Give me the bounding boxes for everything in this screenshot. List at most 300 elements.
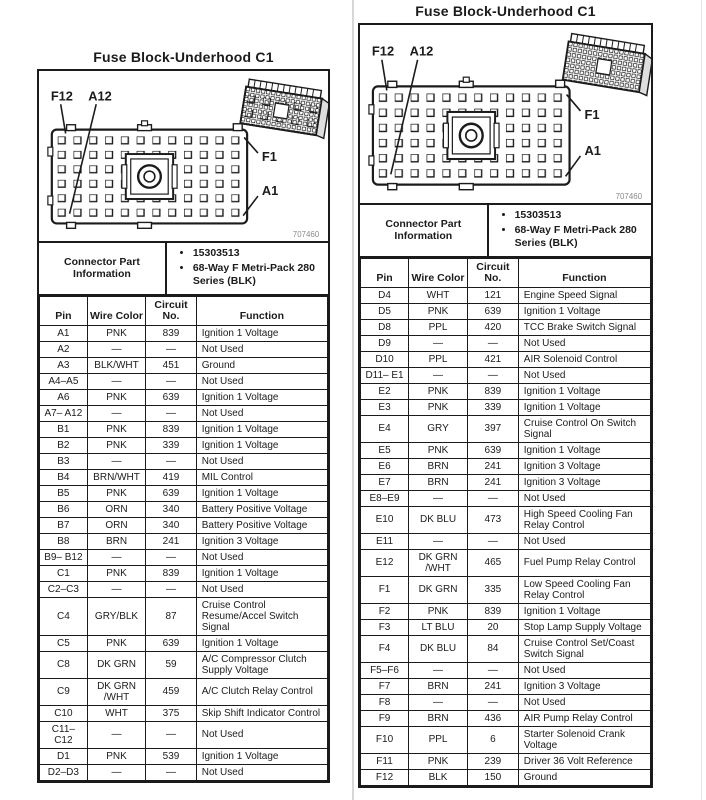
pin-cell: C10 [40,705,88,721]
function-cell: Stop Lamp Supply Voltage [518,619,650,635]
circuit-no-cell: 59 [146,651,196,678]
wire-color-cell: PNK [87,485,146,501]
table-row [40,581,328,597]
pinout-table [39,296,328,781]
pin-cell: A4–A5 [40,373,88,389]
function-cell: Cruise Control Resume/Accel Switch Signal [196,597,327,635]
figure-number: 707460 [292,230,320,240]
pin-label-a12: A12 [409,43,434,59]
function-cell: Ignition 1 Voltage [196,421,327,437]
pin-cell: C2–C3 [40,581,88,597]
connector-diagram [360,25,651,205]
table-row [361,726,651,753]
function-cell: Battery Positive Voltage [196,501,327,517]
circuit-no-cell: 839 [468,383,519,399]
pin-cell: B1 [40,421,88,437]
wire-color-cell: BRN [409,474,468,490]
wire-color-cell: — [87,453,146,469]
wire-color-cell: — [87,581,146,597]
function-cell: Not Used [196,764,327,780]
function-cell: Ignition 3 Voltage [518,458,650,474]
table-row [361,303,651,319]
pin-cell: F12 [361,769,409,785]
circuit-no-cell: 473 [468,506,519,533]
table-row [40,341,328,357]
circuit-no-cell: 20 [468,619,519,635]
function-cell: Driver 36 Volt Reference [518,753,650,769]
wire-color-cell: — [409,367,468,383]
wire-color-cell: BRN [87,533,146,549]
wire-color-cell: PNK [409,383,468,399]
pin-cell: C4 [40,597,88,635]
wire-color-cell: WHT [409,287,468,303]
table-row [40,421,328,437]
table-row [361,415,651,442]
panel-frame [37,69,330,783]
table-row [361,533,651,549]
function-cell: TCC Brake Switch Signal [518,319,650,335]
circuit-no-cell: 84 [468,635,519,662]
wire-color-cell: PPL [409,726,468,753]
table-row [40,469,328,485]
pin-cell: D5 [361,303,409,319]
table-row [40,721,328,748]
table-row [40,389,328,405]
circuit-no-cell: 639 [146,389,196,405]
wire-color-cell: — [87,764,146,780]
pin-cell: C11– C12 [40,721,88,748]
pin-cell: F10 [361,726,409,753]
pin-cell: B2 [40,437,88,453]
table-row [361,603,651,619]
table-row [361,458,651,474]
function-cell: MIL Control [196,469,327,485]
wire-color-cell: ORN [87,517,146,533]
pinout-table [360,258,651,786]
pin-cell: B7 [40,517,88,533]
circuit-no-cell: 839 [146,421,196,437]
function-cell: Ignition 1 Voltage [196,437,327,453]
circuit-no-cell: 839 [146,325,196,341]
pin-cell: F8 [361,694,409,710]
circuit-no-header: Circuit No. [468,258,519,287]
function-cell: Engine Speed Signal [518,287,650,303]
function-cell: Ground [196,357,327,373]
circuit-no-cell: 436 [468,710,519,726]
pin-cell: A2 [40,341,88,357]
connector-type: • 68-Way F Metri-Pack 280 Series (BLK) [515,224,651,251]
circuit-no-cell: 639 [146,635,196,651]
center-latch [443,112,499,159]
circuit-no-cell: 639 [468,442,519,458]
left-pinout-panel [37,46,330,783]
wire-color-cell: — [87,341,146,357]
function-cell: Ignition 1 Voltage [196,485,327,501]
wire-color-cell: — [409,490,468,506]
function-cell: Skip Shift Indicator Control [196,705,327,721]
connector-part-info-items [167,247,328,290]
circuit-no-cell: 241 [468,678,519,694]
wire-color-cell: PNK [87,635,146,651]
wire-color-cell: — [87,405,146,421]
pin-cell: D9 [361,335,409,351]
pin-cell: F9 [361,710,409,726]
circuit-no-cell: — [468,367,519,383]
wire-color-cell: PNK [409,399,468,415]
function-cell: Cruise Control On Switch Signal [518,415,650,442]
pin-cell: A3 [40,357,88,373]
wire-color-cell: DK GRN [409,576,468,603]
circuit-no-header: Circuit No. [146,296,196,325]
circuit-no-cell: — [146,764,196,780]
table-row [361,549,651,576]
circuit-no-cell: 150 [468,769,519,785]
connector-part-info-items [489,209,651,252]
wire-color-cell: LT BLU [409,619,468,635]
circuit-no-cell: — [146,405,196,421]
page-title: Fuse Block-Underhood C1 [415,3,596,19]
pin-cell: A1 [40,325,88,341]
circuit-no-cell: 239 [468,753,519,769]
pin-label-f12: F12 [50,88,73,104]
function-cell: Not Used [196,549,327,565]
wire-color-cell: BRN [409,710,468,726]
function-header: Function [196,296,327,325]
function-cell: Ignition 1 Voltage [518,442,650,458]
wire-color-cell: ORN [87,501,146,517]
pin-cell: E4 [361,415,409,442]
function-cell: Ignition 3 Voltage [518,474,650,490]
wire-color-cell: — [87,549,146,565]
pin-header: Pin [361,258,409,287]
pin-cell: B3 [40,453,88,469]
wire-color-cell: — [87,373,146,389]
connector-part-info [39,243,328,296]
circuit-no-cell: 639 [468,303,519,319]
table-row [361,383,651,399]
circuit-no-cell: 340 [146,517,196,533]
table-row [361,335,651,351]
pin-label-a1: A1 [584,142,601,158]
header-row [361,258,651,287]
function-cell: Low Speed Cooling Fan Relay Control [518,576,650,603]
pin-cell: E2 [361,383,409,399]
table-row [361,319,651,335]
right-pinout-panel [358,0,653,788]
pin-cell: E12 [361,549,409,576]
wire-color-cell: BRN [409,458,468,474]
part-number: • 15303513 [193,247,328,261]
circuit-no-cell: — [146,453,196,469]
function-cell: Ignition 1 Voltage [518,603,650,619]
circuit-no-cell: 420 [468,319,519,335]
pin-cell: F1 [361,576,409,603]
table-row [361,769,651,785]
table-row [40,651,328,678]
function-cell: Not Used [196,453,327,469]
circuit-no-cell: — [146,341,196,357]
wire-color-cell: PNK [87,748,146,764]
pin-label-a12: A12 [88,88,112,104]
connector-drawing [39,71,328,241]
pin-label-f1: F1 [261,148,277,164]
pin-cell: E5 [361,442,409,458]
table-row [40,357,328,373]
wire-color-cell: PNK [409,442,468,458]
circuit-no-cell: — [146,581,196,597]
circuit-no-cell: — [146,549,196,565]
function-cell: Not Used [196,721,327,748]
wire-color-cell: DK BLU [409,506,468,533]
pin-cell: D8 [361,319,409,335]
pin-cell: C5 [40,635,88,651]
function-cell: Not Used [518,367,650,383]
table-row [40,597,328,635]
table-row [361,694,651,710]
function-cell: AIR Pump Relay Control [518,710,650,726]
circuit-no-cell: 839 [146,565,196,581]
function-cell: Fuel Pump Relay Control [518,549,650,576]
circuit-no-cell: — [468,694,519,710]
circuit-no-cell: 375 [146,705,196,721]
page-edge-line [701,0,702,800]
function-cell: AIR Solenoid Control [518,351,650,367]
pin-cell: D4 [361,287,409,303]
pin-cell: D2–D3 [40,764,88,780]
table-row [40,678,328,705]
iso-connector-view [240,79,328,138]
pin-cell: E8–E9 [361,490,409,506]
circuit-no-cell: — [146,373,196,389]
table-row [40,453,328,469]
connector-part-info [360,205,651,258]
pin-cell: E11 [361,533,409,549]
circuit-no-cell: 459 [146,678,196,705]
wire-color-header: Wire Color [409,258,468,287]
wire-color-header: Wire Color [87,296,146,325]
wire-color-cell: — [87,721,146,748]
table-row [361,662,651,678]
circuit-no-cell: 241 [468,474,519,490]
pin-cell: B8 [40,533,88,549]
function-cell: Not Used [196,373,327,389]
circuit-no-cell: 419 [146,469,196,485]
wire-color-cell: BLK/WHT [87,357,146,373]
pin-header: Pin [40,296,88,325]
pin-cell: A6 [40,389,88,405]
pin-cell: E6 [361,458,409,474]
circuit-no-cell: 6 [468,726,519,753]
table-row [361,474,651,490]
function-cell: Not Used [518,533,650,549]
pin-cell: A7– A12 [40,405,88,421]
wire-color-cell: GRY/BLK [87,597,146,635]
function-cell: Not Used [518,694,650,710]
table-row [361,490,651,506]
table-row [361,710,651,726]
circuit-no-cell: — [468,335,519,351]
circuit-no-cell: 451 [146,357,196,373]
table-row [361,287,651,303]
pin-cell: D10 [361,351,409,367]
pin-cell: B6 [40,501,88,517]
connector-part-info-heading: Connector Part Information [39,243,167,294]
pin-cell: F3 [361,619,409,635]
pin-cell: B5 [40,485,88,501]
function-cell: Ignition 1 Voltage [196,325,327,341]
circuit-no-cell: 87 [146,597,196,635]
function-cell: Ignition 1 Voltage [196,389,327,405]
pin-cell: E10 [361,506,409,533]
table-row [361,635,651,662]
circuit-no-cell: 340 [146,501,196,517]
function-cell: Ignition 1 Voltage [196,565,327,581]
table-row [40,565,328,581]
table-row [40,533,328,549]
connector-drawing [360,25,651,203]
circuit-no-cell: — [468,533,519,549]
pin-cell: D11– E1 [361,367,409,383]
circuit-no-cell: 241 [146,533,196,549]
connector-part-info-heading: Connector Part Information [360,205,489,256]
wire-color-cell: PNK [87,389,146,405]
table-row [40,764,328,780]
wire-color-cell: PPL [409,351,468,367]
pin-cell: C8 [40,651,88,678]
table-row [361,576,651,603]
function-cell: High Speed Cooling Fan Relay Control [518,506,650,533]
table-row [361,442,651,458]
page-title: Fuse Block-Underhood C1 [93,49,274,65]
pin-cell: C9 [40,678,88,705]
pin-label-f12: F12 [371,43,395,59]
wire-color-cell: DK BLU [409,635,468,662]
table-row [361,506,651,533]
table-row [40,517,328,533]
function-header: Function [518,258,650,287]
circuit-no-cell: 539 [146,748,196,764]
table-row [40,373,328,389]
pin-cell: B4 [40,469,88,485]
pin-cell: E3 [361,399,409,415]
wire-color-cell: PNK [409,303,468,319]
panel-frame [358,23,653,788]
wire-color-cell: DK GRN [87,651,146,678]
wire-color-cell: PNK [87,437,146,453]
pin-label-f1: F1 [584,106,600,123]
function-cell: Battery Positive Voltage [196,517,327,533]
function-cell: Ignition 1 Voltage [518,383,650,399]
connector-type: • 68-Way F Metri-Pack 280 Series (BLK) [193,262,328,289]
table-row [40,635,328,651]
function-cell: Ignition 1 Voltage [518,303,650,319]
wire-color-cell: BRN/WHT [87,469,146,485]
pin-cell: F7 [361,678,409,694]
pin-label-a1: A1 [261,183,279,199]
part-number: • 15303513 [515,209,651,223]
pin-cell: F2 [361,603,409,619]
table-row [40,437,328,453]
wire-color-cell: WHT [87,705,146,721]
function-cell: Ignition 3 Voltage [518,678,650,694]
function-cell: Ignition 1 Voltage [518,399,650,415]
function-cell: Ignition 1 Voltage [196,635,327,651]
table-row [40,325,328,341]
wire-color-cell: PNK [87,421,146,437]
wire-color-cell: GRY [409,415,468,442]
function-cell: Not Used [196,341,327,357]
table-row [40,549,328,565]
pin-cell: F5–F6 [361,662,409,678]
function-cell: Not Used [518,662,650,678]
table-row [361,367,651,383]
function-cell: Ignition 1 Voltage [196,748,327,764]
function-cell: Ignition 3 Voltage [196,533,327,549]
wire-color-cell: BLK [409,769,468,785]
circuit-no-cell: 639 [146,485,196,501]
function-cell: Not Used [196,581,327,597]
wire-color-cell: DK GRN /WHT [87,678,146,705]
circuit-no-cell: 397 [468,415,519,442]
table-row [361,753,651,769]
wire-color-cell: PNK [87,325,146,341]
circuit-no-cell: 421 [468,351,519,367]
table-row [40,405,328,421]
function-cell: A/C Compressor Clutch Supply Voltage [196,651,327,678]
circuit-no-cell: 335 [468,576,519,603]
table-row [361,678,651,694]
pin-cell: C1 [40,565,88,581]
function-cell: Starter Solenoid Crank Voltage [518,726,650,753]
table-row [40,501,328,517]
function-cell: Cruise Control Set/Coast Switch Signal [518,635,650,662]
table-row [40,705,328,721]
circuit-no-cell: 241 [468,458,519,474]
wire-color-cell: — [409,694,468,710]
wire-color-cell: — [409,533,468,549]
table-row [40,748,328,764]
figure-number: 707460 [615,191,643,201]
function-cell: Not Used [518,490,650,506]
center-latch [122,154,177,199]
header-row [40,296,328,325]
pin-cell: E7 [361,474,409,490]
circuit-no-cell: — [468,662,519,678]
circuit-no-cell: 839 [468,603,519,619]
circuit-no-cell: — [468,490,519,506]
circuit-no-cell: — [146,721,196,748]
wire-color-cell: PNK [409,603,468,619]
circuit-no-cell: 339 [146,437,196,453]
pin-cell: B9– B12 [40,549,88,565]
wire-color-cell: — [409,335,468,351]
circuit-no-cell: 121 [468,287,519,303]
pin-cell: F4 [361,635,409,662]
circuit-no-cell: 465 [468,549,519,576]
iso-connector-view [562,33,651,95]
function-cell: Ground [518,769,650,785]
wire-color-cell: — [409,662,468,678]
wire-color-cell: PNK [409,753,468,769]
wire-color-cell: DK GRN /WHT [409,549,468,576]
pin-cell: F11 [361,753,409,769]
wire-color-cell: BRN [409,678,468,694]
pin-cell: D1 [40,748,88,764]
connector-diagram [39,71,328,243]
table-row [40,485,328,501]
table-row [361,619,651,635]
wire-color-cell: PPL [409,319,468,335]
